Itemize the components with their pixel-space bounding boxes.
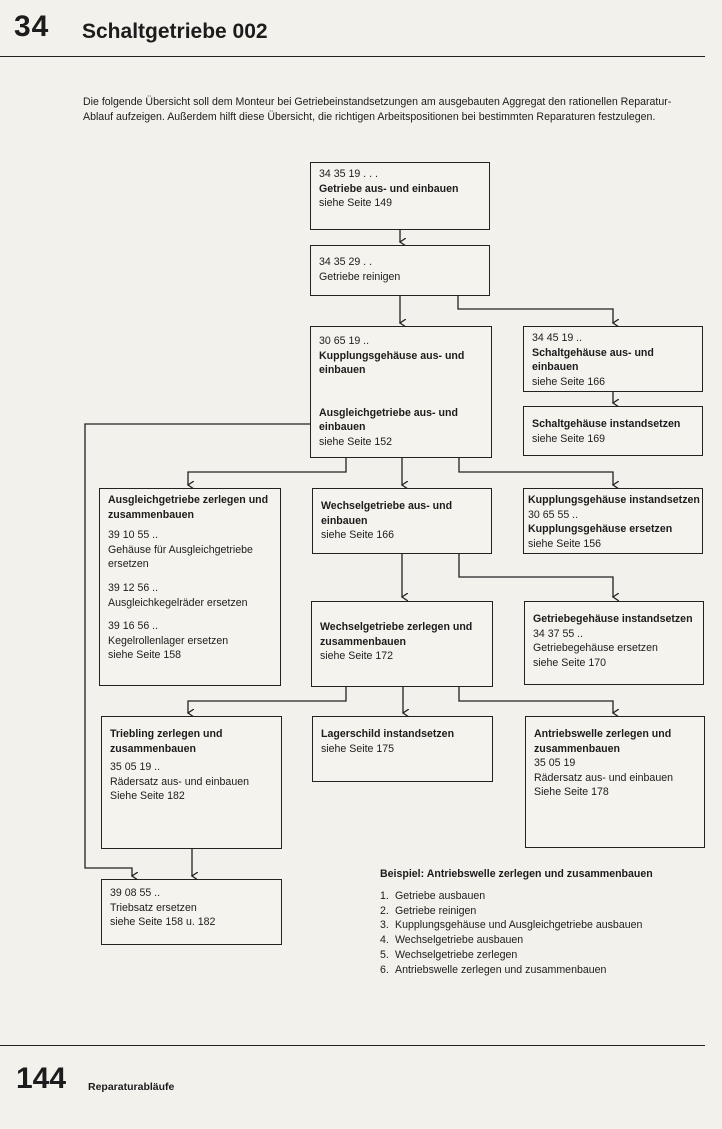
b6-text3: Kegelrollenlager ersetzen <box>108 634 229 647</box>
example-step <box>380 889 653 904</box>
b5-ref: siehe Seite 169 <box>532 432 606 445</box>
page-number: 144 <box>16 1062 67 1095</box>
example-step <box>380 904 653 919</box>
b13-code: 35 05 19 <box>534 757 576 770</box>
b7-title: Wechselgetriebe aus- und einbauen <box>321 500 453 527</box>
step-number: 6. <box>380 963 389 976</box>
box-getriebe-reinigen <box>310 245 490 296</box>
example-step <box>380 948 653 963</box>
b10-ref: siehe Seite 170 <box>533 656 607 669</box>
box-schaltgehaeuse-aus-einbauen <box>523 326 703 392</box>
box-lagerschild-instandsetzen <box>312 716 493 782</box>
b8-title2: Kupplungsgehäuse ersetzen <box>528 523 673 536</box>
example-steps <box>380 889 653 978</box>
box-kupplungsgehaeuse-instandsetzen <box>523 488 703 554</box>
b10-text: Getriebegehäuse ersetzen <box>533 642 658 655</box>
b1-code: 34 35 19 . . . <box>319 168 378 180</box>
b11-text: Rädersatz aus- und einbauen <box>110 775 249 788</box>
intro-text: Die folgende Übersicht soll dem Monteur bei Getriebeinstandsetzungen am ausgebauten Aggregat den rationellen Reparatur-Ablauf aufzeigen. Außerdem hilft diese Übersicht, die richtigen Arbeitspositionen bei bestimmten Reparaturen festzulegen. <box>83 96 672 123</box>
step-number: 4. <box>380 934 389 947</box>
b6-text1: Gehäuse für Ausgleichgetriebe ersetzen <box>108 543 253 571</box>
step-number: 2. <box>380 904 389 917</box>
example-heading: Beispiel: Antriebswelle zerlegen und zusammenbauen <box>380 868 653 880</box>
b3-title2: Ausgleichgetriebe aus- und einbauen <box>319 406 458 434</box>
footer-label: Reparaturabläufe <box>88 1081 175 1093</box>
b14-code: 39 08 55 .. <box>110 887 161 899</box>
example-step <box>380 963 653 978</box>
example-step <box>380 918 653 933</box>
box-getriebe-aus-einbauen <box>310 162 490 230</box>
footer-rule <box>0 1045 705 1046</box>
b3-code: 30 65 19 .. <box>319 335 370 347</box>
box-wechselgetriebe-zerlegen <box>311 601 493 687</box>
b6-text2: Ausgleichkegelräder ersetzen <box>108 596 248 609</box>
step-text: Wechselgetriebe ausbauen <box>395 934 524 947</box>
b1-ref: siehe Seite 149 <box>319 197 393 210</box>
box-getriebegehaeuse-instandsetzen <box>524 601 704 685</box>
example-section <box>380 867 653 978</box>
b12-title: Lagerschild instandsetzen <box>321 728 455 740</box>
b8-code: 30 65 55 .. <box>528 508 579 521</box>
step-text: Kupplungsgehäuse und Ausgleichgetriebe ausbauen <box>395 919 643 932</box>
chapter-number: 34 <box>14 10 50 43</box>
b14-text: Triebsatz ersetzen <box>110 901 197 914</box>
b13-title: Antriebswelle zerlegen und zusammenbauen <box>534 728 672 755</box>
step-text: Getriebe reinigen <box>395 904 477 917</box>
b3-ref: siehe Seite 152 <box>319 435 393 448</box>
b4-ref: siehe Seite 166 <box>532 375 606 388</box>
b13-ref: Siehe Seite 178 <box>534 786 609 799</box>
b2-code: 34 35 29 . . <box>319 256 373 268</box>
b5-title: Schaltgehäuse instandsetzen <box>532 418 681 430</box>
b9-title: Wechselgetriebe zerlegen und zusammenbauen <box>320 621 473 648</box>
box-kupplungsgehaeuse-aus-einbauen <box>310 326 492 458</box>
b2-text: Getriebe reinigen <box>319 270 401 283</box>
example-step <box>380 933 653 948</box>
step-number: 3. <box>380 919 389 932</box>
box-triebling-zerlegen <box>101 716 282 849</box>
b10-title: Getriebegehäuse instandsetzen <box>533 613 693 625</box>
step-number: 1. <box>380 889 389 902</box>
b10-code: 34 37 55 .. <box>533 627 584 640</box>
b6-code2: 39 12 56 .. <box>108 581 159 594</box>
b7-ref: siehe Seite 166 <box>321 529 395 542</box>
b3-title1: Kupplungsgehäuse aus- und einbauen <box>319 349 465 377</box>
b6-title: Ausgleichgetriebe zerlegen und zusammenbauen <box>108 494 269 521</box>
b13-text: Rädersatz aus- und einbauen <box>534 771 673 784</box>
box-schaltgehaeuse-instandsetzen <box>523 406 703 456</box>
b8-ref: siehe Seite 156 <box>528 537 602 550</box>
b6-code1: 39 10 55 .. <box>108 529 159 542</box>
step-text: Getriebe ausbauen <box>395 889 486 902</box>
box-wechselgetriebe-aus-einbauen <box>312 488 492 554</box>
box-ausgleichgetriebe-zerlegen <box>99 488 281 686</box>
b6-ref: siehe Seite 158 <box>108 649 182 662</box>
b6-code3: 39 16 56 .. <box>108 620 159 633</box>
step-text: Wechselgetriebe zerlegen <box>395 948 518 961</box>
b14-ref: siehe Seite 158 u. 182 <box>110 916 216 929</box>
step-number: 5. <box>380 948 389 961</box>
page-title: Schaltgetriebe 002 <box>82 20 268 43</box>
b12-ref: siehe Seite 175 <box>321 742 395 755</box>
b4-code: 34 45 19 .. <box>532 332 583 344</box>
box-antriebswelle-zerlegen <box>525 716 705 848</box>
b9-ref: siehe Seite 172 <box>320 650 394 663</box>
b4-title: Schaltgehäuse aus- und einbauen <box>532 346 654 374</box>
step-text: Antriebswelle zerlegen und zusammenbauen <box>395 963 607 976</box>
b11-title: Triebling zerlegen und zusammenbauen <box>110 728 223 755</box>
b11-ref: Siehe Seite 182 <box>110 790 185 803</box>
b8-title1: Kupplungsgehäuse instandsetzen <box>528 494 700 506</box>
b1-title: Getriebe aus- und einbauen <box>319 182 459 195</box>
b11-code: 35 05 19 .. <box>110 761 161 774</box>
box-triebsatz-ersetzen <box>101 879 282 945</box>
